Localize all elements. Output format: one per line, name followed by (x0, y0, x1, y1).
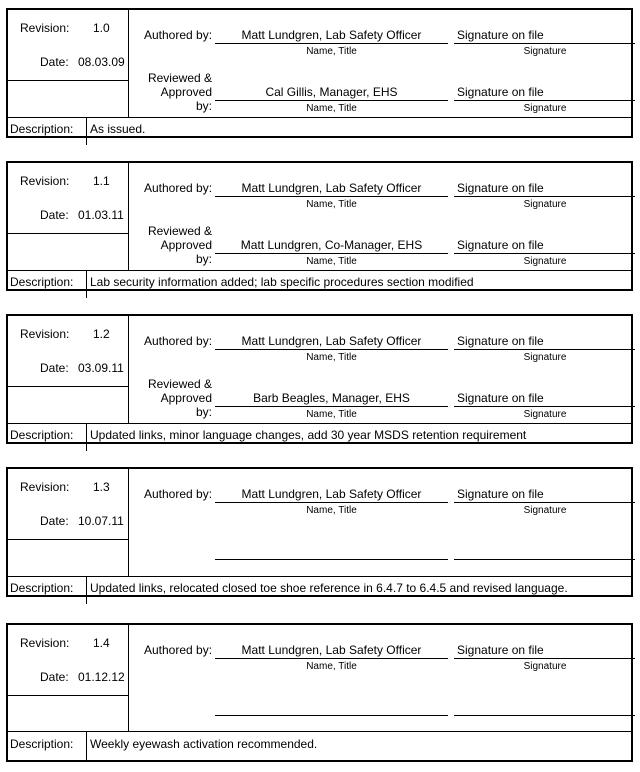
signature-caption: Signature (523, 661, 567, 672)
revision-meta-cell (8, 10, 129, 117)
reviewer-name-line (215, 406, 448, 407)
date-label: Date: (40, 670, 69, 684)
description-label: Description: (10, 428, 74, 442)
revision-number: 1.4 (93, 636, 110, 650)
reviewer-name-line (215, 253, 448, 254)
reviewer-name: Matt Lundgren, Co-Manager, EHS (240, 238, 423, 252)
author-signature: Signature on file (457, 643, 544, 657)
meta-divider (8, 386, 128, 387)
reviewer-signature-line (454, 559, 635, 560)
revision-meta-cell (8, 316, 129, 423)
author-signature: Signature on file (457, 334, 544, 348)
description-row (8, 576, 631, 604)
author-name-line (215, 43, 448, 44)
revision-date: 08.03.09 (78, 55, 125, 69)
reviewer-signature-line (454, 253, 635, 254)
reviewer-name-line (215, 559, 448, 560)
author-signature-line (454, 349, 635, 350)
description-text: Weekly eyewash activation recommended. (90, 737, 318, 751)
description-label: Description: (10, 737, 74, 751)
author-signature: Signature on file (457, 28, 544, 42)
revision-block-1-0 (6, 8, 633, 138)
revision-date: 03.09.11 (78, 361, 124, 375)
revision-number: 1.2 (93, 327, 110, 341)
revision-block-1-2 (6, 314, 633, 444)
name-title-caption: Name, Title (306, 352, 357, 363)
description-text: As issued. (90, 122, 146, 136)
name-title-caption: Name, Title (306, 256, 357, 267)
author-name: Matt Lundgren, Lab Safety Officer (241, 334, 422, 348)
author-name: Matt Lundgren, Lab Safety Officer (241, 28, 422, 42)
author-name: Matt Lundgren, Lab Safety Officer (241, 487, 422, 501)
meta-divider (8, 233, 128, 234)
description-divider (86, 577, 87, 604)
author-signature-line (454, 43, 635, 44)
name-title-caption: Name, Title (306, 46, 357, 57)
name-title-caption: Name, Title (306, 199, 357, 210)
author-name-line (215, 196, 448, 197)
authored-by-label: Authored by: (144, 181, 213, 195)
name-title-caption: Name, Title (306, 661, 357, 672)
author-signature-line (454, 502, 635, 503)
name-title-caption: Name, Title (306, 409, 357, 420)
author-name: Matt Lundgren, Lab Safety Officer (241, 181, 422, 195)
authored-by-label: Authored by: (144, 28, 213, 42)
meta-divider (8, 539, 128, 540)
signature-caption: Signature (523, 199, 567, 210)
revision-label: Revision: (20, 480, 70, 494)
revision-number: 1.0 (93, 21, 110, 35)
reviewer-signature-line (454, 100, 635, 101)
name-title-caption: Name, Title (306, 103, 357, 114)
reviewer-name: Cal Gillis, Manager, EHS (265, 85, 398, 99)
author-name-line (215, 658, 448, 659)
date-label: Date: (40, 55, 69, 69)
description-divider (86, 732, 87, 761)
author-signature-line (454, 196, 635, 197)
description-divider (86, 118, 87, 145)
authored-by-label: Authored by: (144, 334, 213, 348)
signature-caption: Signature (523, 103, 567, 114)
reviewed-approved-label: Reviewed & Approved by: (147, 71, 212, 113)
description-text: Lab security information added; lab specific procedures section modified (90, 275, 474, 289)
description-label: Description: (10, 581, 74, 595)
authored-by-label: Authored by: (144, 487, 213, 501)
author-signature-line (454, 658, 635, 659)
signature-caption: Signature (523, 256, 567, 267)
signature-caption: Signature (523, 409, 567, 420)
revision-meta-cell (8, 625, 129, 731)
reviewer-signature-line (454, 715, 635, 716)
description-row (8, 270, 631, 298)
author-name: Matt Lundgren, Lab Safety Officer (241, 643, 422, 657)
reviewer-name: Barb Beagles, Manager, EHS (253, 391, 410, 405)
description-divider (86, 271, 87, 298)
reviewed-approved-label: Reviewed & Approved by: (147, 377, 212, 419)
author-name-line (215, 349, 448, 350)
revision-number: 1.1 (93, 174, 110, 188)
revision-block-1-4 (6, 623, 633, 762)
signature-caption: Signature (523, 505, 567, 516)
reviewer-signature: Signature on file (457, 85, 544, 99)
date-label: Date: (40, 208, 69, 222)
authored-by-label: Authored by: (144, 643, 213, 657)
revision-meta-cell (8, 163, 129, 270)
author-signature: Signature on file (457, 487, 544, 501)
revision-date: 10.07.11 (78, 514, 124, 528)
description-row (8, 731, 631, 761)
reviewer-signature-line (454, 406, 635, 407)
revision-meta-cell (8, 469, 129, 576)
revision-label: Revision: (20, 174, 70, 188)
author-name-line (215, 502, 448, 503)
reviewer-signature: Signature on file (457, 391, 544, 405)
meta-divider (8, 80, 128, 81)
revision-block-1-3 (6, 467, 633, 597)
description-text: Updated links, minor language changes, add 30 year MSDS retention requirement (90, 428, 527, 442)
description-label: Description: (10, 275, 74, 289)
meta-divider (8, 695, 128, 696)
description-label: Description: (10, 122, 74, 136)
description-text: Updated links, relocated closed toe shoe reference in 6.4.7 to 6.4.5 and revised language. (90, 581, 568, 595)
revision-block-1-1 (6, 161, 633, 291)
description-row (8, 117, 631, 145)
revision-label: Revision: (20, 327, 70, 341)
name-title-caption: Name, Title (306, 505, 357, 516)
date-label: Date: (40, 514, 69, 528)
revision-label: Revision: (20, 21, 70, 35)
date-label: Date: (40, 361, 69, 375)
revision-label: Revision: (20, 636, 70, 650)
description-row (8, 423, 631, 451)
reviewed-approved-label: Reviewed & Approved by: (147, 224, 212, 266)
revision-date: 01.03.11 (78, 208, 124, 222)
revision-number: 1.3 (93, 480, 110, 494)
signature-caption: Signature (523, 46, 567, 57)
revision-date: 01.12.12 (78, 670, 125, 684)
description-divider (86, 424, 87, 451)
reviewer-signature: Signature on file (457, 238, 544, 252)
signature-caption: Signature (523, 352, 567, 363)
reviewer-name-line (215, 100, 448, 101)
reviewer-name-line (215, 715, 448, 716)
author-signature: Signature on file (457, 181, 544, 195)
